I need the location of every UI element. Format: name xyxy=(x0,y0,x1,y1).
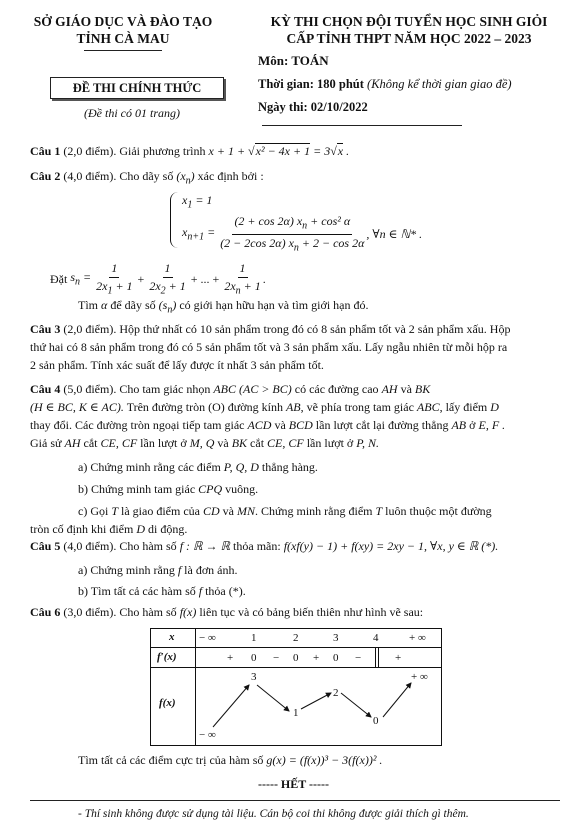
q4-line4: Giả sử AH cắt CE, CF lần lượt ở M, Q và BK cắt CE, CF lần lượt ở P, N. xyxy=(30,436,380,450)
exam-date: Ngày thi: 02/10/2022 xyxy=(258,100,368,114)
exam-title: KỲ THI CHỌN ĐỘI TUYỂN HỌC SINH GIỎI xyxy=(270,14,548,29)
q4-a-tail: thẳng hàng. xyxy=(261,460,318,474)
deriv-sign: 0 xyxy=(333,652,339,664)
deriv-sign: 0 xyxy=(251,652,257,664)
q4-b-text: b) Chứng minh tam giác xyxy=(78,482,196,496)
deriv-sign: + xyxy=(227,652,234,664)
official-exam-box: ĐỀ THI CHÍNH THỨC xyxy=(50,77,224,99)
q4-l2c: , lấy điểm xyxy=(439,400,488,414)
q6-points: (3,0 điểm). xyxy=(63,605,117,619)
q5-text2: thỏa mãn: xyxy=(233,539,281,553)
q4-l1c: và xyxy=(400,382,412,396)
q2-points: (4,0 điểm). xyxy=(63,169,117,183)
q2-set-label: Đặt xyxy=(50,272,68,287)
q4-l3a: thay đổi. Các đường tròn ngoại tiếp tam giác xyxy=(30,418,245,432)
question-3 xyxy=(30,321,510,338)
q3-label: Câu 3 xyxy=(30,322,61,336)
x-value: + ∞ xyxy=(409,632,426,644)
q3-line3: 2 sản phẩm. Tính xác suất để lấy được ít nhất 3 sản phẩm tốt. xyxy=(30,358,324,372)
exam-level: CẤP TỈNH THPT NĂM HỌC 2022 – 2023 xyxy=(286,31,532,46)
x-value: 2 xyxy=(293,632,299,644)
q2-text-tail: xác định bởi : xyxy=(197,169,264,183)
question-1 xyxy=(30,143,349,160)
q4-line3: thay đổi. Các đường tròn ngoại tiếp tam giác ACD và BCD lần lượt cắt lại đường thẳng AB ở E, F . xyxy=(30,418,506,432)
q4-part-c: c) Gọi T là giao điểm của CD và MN. Chứng minh rằng điểm T luôn thuộc một đường xyxy=(78,504,492,518)
q2-x1: $x_1 = 1$ xyxy=(182,193,213,211)
deriv-sign: + xyxy=(313,652,320,664)
question-5: Câu 5 (4,0 điểm). Cho hàm số f : ℝ → ℝ thỏa mãn: f(xf(y) − 1) + f(xy) = 2xy − 1, ∀x, y ∈ ℝ (*). xyxy=(30,539,499,553)
q6-ask-text: Tìm tất cả các điểm cực trị của hàm số xyxy=(78,753,264,767)
time-note: (Không kể thời gian giao đề) xyxy=(367,77,512,91)
arrow-up xyxy=(213,685,249,727)
x-row-label: x xyxy=(169,631,175,643)
q4-l4a: Giả sử xyxy=(30,436,62,450)
question-6: Câu 6 (3,0 điểm). Cho hàm số f(x) liên tục và có bảng biến thiên như hình vẽ sau: xyxy=(30,605,424,619)
q2-recurrence: $x_{n+1}$ = $\frac{(2 + \cos 2\alpha) x_n + \cos^2 \alpha}{(2 - 2\cos 2\alpha) x_n + 2 - \cos 2\alpha}$ , ∀n ∈ ℕ* . xyxy=(182,214,423,254)
time-label: Thời gian: 180 phút xyxy=(258,77,364,91)
func-value: 2 xyxy=(333,687,339,699)
func-value: − ∞ xyxy=(199,729,216,741)
q4-l3b: và xyxy=(274,418,286,432)
q4-l4c: lần lượt ở xyxy=(140,436,187,450)
q4-l1a: Cho tam giác nhọn xyxy=(119,382,211,396)
q4-a-text: a) Chứng minh rằng các điểm xyxy=(78,460,221,474)
q2-ask-end: có giới hạn hữu hạn và tìm giới hạn đó. xyxy=(179,298,369,312)
q4-part-b: b) Chứng minh tam giác CPQ vuông. xyxy=(78,482,259,496)
variation-table xyxy=(150,628,442,746)
func-value: + ∞ xyxy=(411,671,428,683)
q1-equation: x + 1 + √x² − 4x + 1 = 3√x . xyxy=(208,144,350,158)
q2-label: Câu 2 xyxy=(30,169,61,183)
arrow-up xyxy=(301,693,331,709)
q3-line2: thứ hai có 8 sản phẩm trong đó có 5 sản phẩm tốt và 3 sản phẩm xấu. Lấy ngẫu nhiên từ mỗi hộp ra xyxy=(30,340,508,354)
q4-l2a: Trên đường tròn (O) đường kính xyxy=(126,400,283,414)
question-2 xyxy=(30,168,264,189)
q2-ask-post: để dãy số xyxy=(110,298,156,312)
q5-b-text: b) Tìm tất cả các hàm số xyxy=(78,584,196,598)
q4-l4d: và xyxy=(217,436,229,450)
q5-label: Câu 5 xyxy=(30,539,61,553)
deriv-sign: − xyxy=(355,652,362,664)
deriv-sign: + xyxy=(395,652,402,664)
exam-time xyxy=(258,77,512,92)
q3-points: (2,0 điểm). xyxy=(63,322,117,336)
func-row-label: f(x) xyxy=(159,697,176,709)
footer-note: - Thí sinh không được sử dụng tài liệu. Cán bộ coi thi không được giải thích gì thêm. xyxy=(78,808,469,820)
q4-l2b: , vẽ phía trong tam giác xyxy=(300,400,414,414)
deriv-sign: 0 xyxy=(293,652,299,664)
q2-seq-symbol: $(x_n)$ xyxy=(176,169,195,187)
q4-l4f: lần lượt ở xyxy=(306,436,354,450)
q5-a-tail: là đơn ánh. xyxy=(184,563,238,577)
q6-ask: Tìm tất cả các điểm cực trị của hàm số g(x) = (f(x))³ − 3(f(x))² . xyxy=(78,753,383,767)
q4-b-tail: vuông. xyxy=(225,482,259,496)
q1-text: Giải phương trình xyxy=(119,144,206,158)
q6-text: Cho hàm số xyxy=(119,605,177,619)
q5-b-tail: thỏa (*). xyxy=(205,584,246,598)
question-4: Câu 4 (5,0 điểm). Cho tam giác nhọn ABC (AC > BC) có các đường cao AH và BK xyxy=(30,382,431,396)
q4-c1d: . Chứng minh rằng điểm xyxy=(254,504,373,518)
q2-text: Cho dãy số xyxy=(119,169,174,183)
variation-arrows xyxy=(151,629,441,745)
q3-line1: Hộp thứ nhất có 10 sản phẩm trong đó có 8 sản phẩm tốt và 2 sản phẩm xấu. Hộp xyxy=(119,322,511,336)
q5-a-text: a) Chứng minh rằng xyxy=(78,563,175,577)
q2-ask-pre: Tìm xyxy=(78,298,98,312)
page-count-note: (Đề thi có 01 trang) xyxy=(84,106,180,120)
q4-label: Câu 4 xyxy=(30,382,61,396)
func-value: 1 xyxy=(293,707,299,719)
q4-part-c-line2: tròn cố định khi điểm D di động. xyxy=(30,522,188,536)
q4-l3c: lần lượt cắt lại đường thẳng xyxy=(315,418,449,432)
q2-ask: Tìm α để dãy số $(s_n)$ có giới hạn hữu hạn và tìm giới hạn đó. xyxy=(78,298,369,316)
q4-c2-tail: di động. xyxy=(148,522,188,536)
x-value: 4 xyxy=(373,632,379,644)
header-underline-right xyxy=(262,125,462,126)
footer-rule xyxy=(30,800,560,801)
department-name: SỞ GIÁO DỤC VÀ ĐÀO TẠO xyxy=(33,14,213,29)
q5-text: Cho hàm số xyxy=(119,539,177,553)
func-value: 0 xyxy=(373,715,379,727)
arrow-down xyxy=(341,693,371,717)
q4-l4b: cắt xyxy=(83,436,98,450)
q2-sum-def: Đặt $s_n$ = $\frac{1}{2x_1 + 1}$ + $\frac{1}{2x_2 + 1}$ + ... + $\frac{1}{2x_n + 1}$ . xyxy=(50,261,266,297)
q1-label: Câu 1 xyxy=(30,144,61,158)
deriv-row-label: f′(x) xyxy=(157,651,177,663)
q5-points: (4,0 điểm). xyxy=(63,539,117,553)
q4-c1b: là giao điểm của xyxy=(121,504,200,518)
x-value: 3 xyxy=(333,632,339,644)
header-underline-left xyxy=(84,50,162,51)
q4-c2: tròn cố định khi điểm xyxy=(30,522,134,536)
deriv-sign: − xyxy=(273,652,280,664)
province-name: TỈNH CÀ MAU xyxy=(76,31,170,46)
x-value: − ∞ xyxy=(199,632,216,644)
q4-l3d: ở xyxy=(469,418,476,432)
q4-c1a: c) Gọi xyxy=(78,504,109,518)
q4-part-a: a) Chứng minh rằng các điểm P, Q, D thẳng hàng. xyxy=(78,460,318,474)
q6-label: Câu 6 xyxy=(30,605,61,619)
q5-part-a: a) Chứng minh rằng f là đơn ánh. xyxy=(78,563,238,577)
q4-c1e: luôn thuộc một đường xyxy=(385,504,492,518)
subject-label: Môn: TOÁN xyxy=(258,53,329,68)
q4-line2: (H ∈ BC, K ∈ AC). Trên đường tròn (O) đường kính AB, vẽ phía trong tam giác ABC, lấy điểm D xyxy=(30,400,499,414)
arrow-down xyxy=(257,685,289,711)
func-value: 3 xyxy=(251,671,257,683)
q5-part-b: b) Tìm tất cả các hàm số f thỏa (*). xyxy=(78,584,246,598)
q2-system-brace xyxy=(170,192,181,248)
arrow-up xyxy=(383,683,411,717)
q6-text-tail: liên tục và có bảng biến thiên như hình vẽ sau: xyxy=(199,605,424,619)
end-marker: ----- HẾT ----- xyxy=(257,777,330,791)
q1-points: (2,0 điểm). xyxy=(63,144,117,158)
x-value: 1 xyxy=(251,632,257,644)
q4-points: (5,0 điểm). xyxy=(63,382,117,396)
q4-c1c: và xyxy=(222,504,234,518)
q4-l4e: cắt xyxy=(250,436,265,450)
q4-l1b: có các đường cao xyxy=(294,382,379,396)
